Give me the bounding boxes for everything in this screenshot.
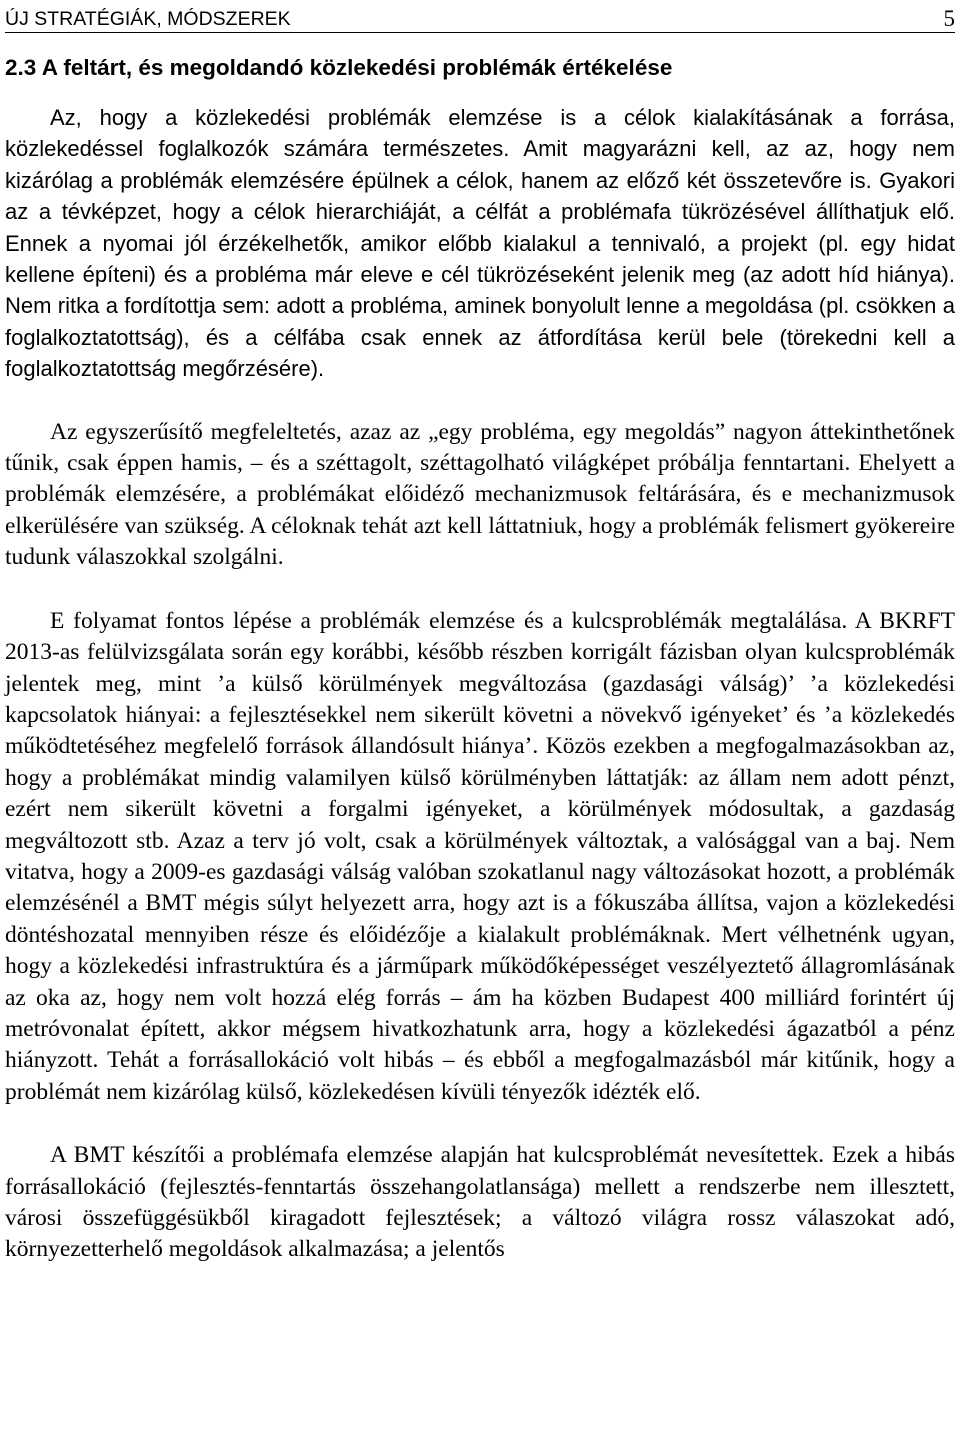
running-title: ÚJ STRATÉGIÁK, MÓDSZEREK	[5, 8, 291, 30]
running-header	[5, 0, 955, 33]
paragraph-2: Az egyszerűsítő megfeleltetés, azaz az „egy probléma, egy megoldás” nagyon áttekinthetőnek tűnik, csak éppen hamis, – és a széttagolt, széttagolható világképet próbálja fenntartani. Ehelyett a problémák elemzésére, a problémákat előidéző mechanizmusok feltárására, és e mechanizmusok elkerülésére van szükség. A céloknak tehát azt kell láttatniuk, hogy a problémák felismert gyökereire tudunk válaszokkal szolgálni.	[5, 418, 955, 571]
paragraph-3: E folyamat fontos lépése a problémák elemzése és a kulcsproblémák megtalálása. A BKRFT 2013-as felülvizsgálata során egy korábbi, később részben korrigált fázisban olyan kulcsproblémák jelentek meg, mint ’a külső körülmények megváltozása (gazdasági válság)’ ’a közlekedési kapcsolatok hiányai: a fejlesztésekkel nem sikerült követni a növekvő igényeket’ és ’a közlekedés működtetéséhez megfelelő források állandósult hiánya’. Közös ezekben a megfogalmazásokban az, hogy a problémákat mindig valamilyen külső körülményben láttatják: az állam nem adott pénzt, ezért nem sikerült követni a forgalmi igényeket, a körülmények módosultak, a gazdaság megváltozott stb. Azaz a terv jó volt, csak a körülmények változtak, a valósággal van a baj. Nem vitatva, hogy a 2009-es gazdasági válság valóban szokatlanul nagy változásokat hozott, a problémák elemzésénél a BMT mégis súlyt helyezett arra, hogy azt is a fókuszába állítsa, vajon a közlekedési döntéshozatal mennyiben része és előidézője a kialakult problémáknak. Mert vélhetnénk ugyan, hogy a közlekedési infrastruktúra és a járműpark működőképességet veszélyeztető állagromlásának az oka az, hogy nem volt hozzá elég forrás – ám ha közben Budapest 400 milliárd forintért új metróvonalat épített, akkor mégsem hivatkozhatunk arra, hogy a közlekedési ágazatból a pénz hiányzott. Tehát a forrásallokáció volt hibás – és ebből a megfogalmazásból már kitűnik, hogy a problémát nem kizárólag külső, közlekedésen kívüli tényezők idézték elő.	[5, 607, 955, 1105]
document-page	[5, 0, 955, 1266]
paragraph-4: A BMT készítői a problémafa elemzése alapján hat kulcsproblémát nevesítettek. Ezek a hibás forrásallokáció (fejlesztés-fenntartás összehangolatlansága) mellett a rendszerbe nem illesztett, városi összefüggésükből kiragadott fejlesztések; a változó világra rossz válaszokat adó, környezetterhelő megoldások alkalmazása; a jelentős	[5, 1142, 955, 1263]
page-number: 5	[943, 6, 955, 31]
section-heading: 2.3 A feltárt, és megoldandó közlekedési problémák értékelése	[5, 55, 673, 80]
paragraph-1: Az, hogy a közlekedési problémák elemzése is a célok kialakításának a forrása, közlekedéssel foglalkozók számára természetes. Amit magyarázni kell, az az, hogy nem kizárólag a problémák elemzésére épülnek a célok, hanem az előző két összetevőre is. Gyakori az a tévképzet, hogy a célok hierarchiáját, a célfát a problémafa tükrözésével állíthatjuk elő. Ennek a nyomai jól érzékelhetők, amikor előbb kialakul a tennivaló, a projekt (pl. egy hidat kellene építeni) és a probléma már eleve e cél tükrözéseként jelenik meg (az adott híd hiánya). Nem ritka a fordítottja sem: adott a probléma, aminek bonyolult lenne a megoldása (pl. csökken a foglalkoztatottság), és a célfába csak ennek az átfordítása kerül bele (törekedni kell a foglalkoztatottság megőrzésére).	[5, 105, 955, 382]
